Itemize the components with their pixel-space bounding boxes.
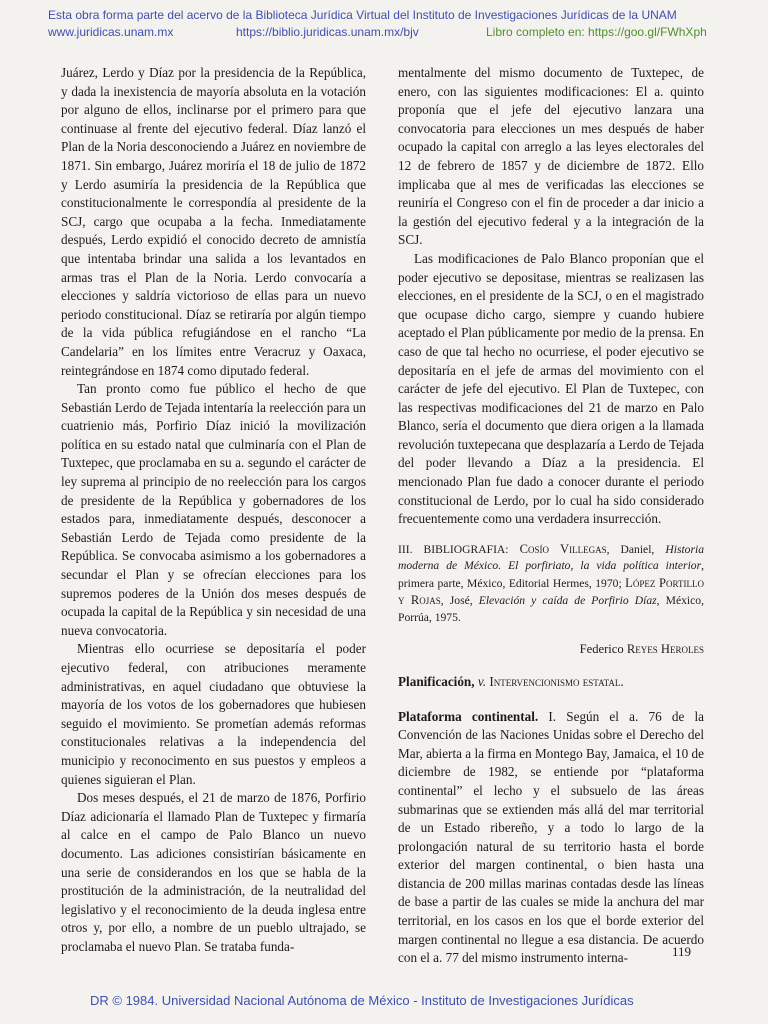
header-notice: Esta obra forma parte del acervo de la Biblioteca Jurídica Virtual del Instituto de Investigaciones Jurídicas de la UNAM (48, 8, 677, 22)
link-juridicas[interactable]: www.juridicas.unam.mx (48, 25, 174, 39)
author-last-name: Reyes Heroles (626, 642, 704, 657)
paragraph: Las modificaciones de Palo Blanco proponían que el poder ejecutivo se depositase, mientras se realizasen las elecciones, en el presidente de la SCJ, o en el magistrado que ocupase dicho cargo, siempre y cuando hubiere aceptado el Plan públicamente por medio de la prensa. En caso de que tal hecho no ocurriese, el poder ejecutivo se depositaría en el jefe de armas del movimiento con el carácter de jefe del ejecutivo. El Plan de Tuxtepec, con las respectivas modificaciones del 21 de marzo en Palo Blanco, sería el documento que diera origen a la llamada revolución tuxtepecana que desplazaría a Lerdo de Tejada del poder llevando a Díaz a la presidencia. El mencionado Plan fue dado a conocer durante el periodo constitucional de Lerdo, por lo cual ha sido considerado frecuentemente como una verdadera insurrección. (398, 250, 704, 527)
left-column (61, 64, 366, 957)
bibliography-author: Cosío Villegas (519, 541, 607, 556)
bibliography-author-first: , José, (440, 594, 473, 608)
entry-planificacion (398, 673, 704, 692)
bibliography-author-first: , Daniel, (606, 542, 655, 556)
footer-copyright: DR © 1984. Universidad Nacional Autónoma de México - Instituto de Investigaciones Jurídicas (90, 993, 634, 1008)
entry-text: I. Según el a. 76 de la Convención de las Naciones Unidas sobre el Derecho del Mar, abierta a la firma en Montego Bay, Jamaica, el 10 de diciembre de 1982, se entiende por “plataforma continental” el lecho y el subsuelo de las áreas submarinas que se extienden más allá del mar territorial de un Estado ribereño, y a todo lo largo de la prolongación natural de su territorio hasta el borde exterior del margen continental, o bien hasta una distancia de 200 millas marinas contadas desde las líneas de base a partir de las cuales se mide la anchura del mar territorial, en los casos en los que el borde exterior del margen continental no llegue a esa distancia. De acuerdo con el a. 77 del mismo instrumento interna- (398, 708, 704, 966)
paragraph: Dos meses después, el 21 de marzo de 1876, Porfirio Díaz adicionaría el llamado Plan de Tuxtepec y firmaría al calce en el campo de Palo Blanco un nuevo documento. Las adiciones consistirían básicamente en una serie de considerandos en los que se habla de la prostitución de la administración, de la neutralidad del legislativo y el reconocimiento de la deuda inglesa entre otros y, por ello, a nombre de un pueblo ultrajado, se proclamaba el nuevo Plan. Se trataba funda- (61, 790, 366, 954)
entry-cross-reference: Intervencionismo estatal. (489, 673, 624, 689)
entry-plataforma-continental (398, 708, 704, 968)
bibliography-label: III. BIBLIOGRAFIA: (398, 542, 509, 556)
paragraph: Juárez, Lerdo y Díaz por la presidencia de la República, y dada la inexistencia de mayoría absoluta en la votación por alguno de ellos, inclinarse por el primero para que continuase al frente del ejecutivo federal. Díaz lanzó el Plan de la Noria desconociendo a Juárez en noviembre de 1871. Sin embargo, Juárez moriría el 18 de julio de 1872 y Lerdo asumiría la presidencia de la República que constitucionalmente le correspondía al presidente de la SCJ, cargo que ocupaba a la fecha. Inmediatamente después, Lerdo expidió el conocido decreto de amnistía que intentaba brindar una salida a los levantados en armas tras el Plan de la Noria. Lerdo convocaría a elecciones y saldría victorioso de ellas para un nuevo periodo constitucional. Díaz se retiraría por algún tiempo de la vida pública refugiándose en el rancho “La Candelaria” en los límites entre Veracruz y Oaxaca, reintegrándose en 1874 como diputado federal. (61, 65, 366, 378)
bibliography (398, 541, 704, 627)
entry-term: Planificación, (398, 673, 475, 689)
page-number: 119 (672, 944, 692, 959)
paragraph: Tan pronto como fue público el hecho de que Sebastián Lerdo de Tejada intentaría la reelección para un cuatrienio más, Porfirio Díaz inició la movilización política en su estado natal que culminaría con el Plan de Tuxtepec, que proclamaba en su a. segundo el carácter de ley suprema al principio de no reelección para los cargos de presidente de la República y gobernadores de los estados para, inmediatamente después, desconocer a Sebastián Lerdo de Tejada como presidente de la República. Se convocaba asimismo a los gobernadores a secundar el Plan y se ofrecían elecciones para los supremos poderes de la Unión dos meses después de ocupada la capital de la República y sin necesidad de una nueva convocatoria. (61, 381, 366, 638)
bibliography-details: , México, Porrúa, 1975. (398, 594, 704, 624)
article-author (398, 640, 704, 659)
entry-term: Plataforma continental. (398, 708, 539, 724)
bibliography-title: Historia moderna de México. El porfiriato, la vida política interior (398, 542, 704, 573)
right-column (398, 64, 704, 968)
paragraph: Mientras ello ocurriese se depositaría el poder ejecutivo federal, con atribuciones meramente administrativas, en aquel ciudadano que obtuviese la mayoría de los votos de los gobernadores que hubiesen seguido el movimiento. Se prometían además reformas constitucionales relativas a la independencia del municipio y reconocimento en sus puestos y empleos a quienes siguieran el Plan. (61, 641, 366, 787)
entry-see-also: v. (477, 673, 487, 689)
paragraph: mentalmente del mismo documento de Tuxtepec, de enero, con las siguientes modificaciones: El a. quinto proponía que el jefe del ejecutivo lanzara una convocatoria para elecciones un mes después de haber ocupado la capital con arreglo a las leyes electorales del 12 de febrero de 1857 y de diciembre de 1872. Ello implicaba que al mes de verificadas las elecciones se reuniría el Congreso con el fin de proceder a dar inicio a la gestión del ejecutivo federal y a la integración de la SCJ. (398, 65, 704, 248)
bibliography-title: Elevación y caída de Porfirio Díaz (478, 594, 657, 608)
link-biblio[interactable]: https://biblio.juridicas.unam.mx/bjv (236, 25, 419, 39)
link-full-book[interactable]: Libro completo en: https://goo.gl/FWhXph (486, 25, 707, 39)
bibliography-details: , primera parte, México, Editorial Hermes, 1970; (398, 559, 704, 590)
author-first-name: Federico (579, 642, 624, 657)
bibliography-author: López Portillo y Rojas (398, 575, 704, 608)
